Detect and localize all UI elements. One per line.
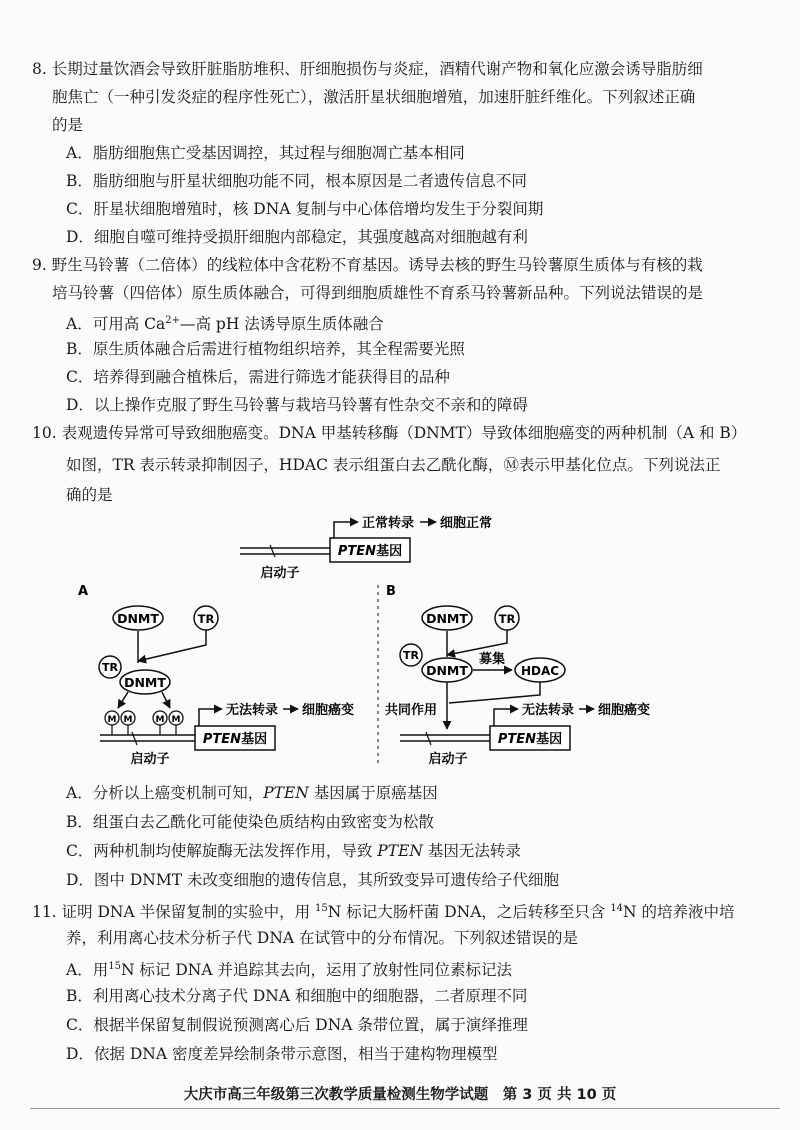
q10-option-b: B．组蛋白去乙酰化可能使染色质结构由致密变为松散	[66, 813, 434, 831]
panel-a-tr-bound: TR	[102, 661, 118, 674]
panel-b-gene-label: PTEN基因	[497, 732, 563, 747]
q10-option-c-text2: 基因无法转录	[422, 842, 521, 860]
panel-b-no-transcription: 无法转录	[522, 703, 575, 718]
dnmt-mechanism-diagram	[0, 505, 800, 775]
q10-option-c-gene: PTEN	[377, 842, 423, 860]
q11-option-d: D．依据 DNA 密度差异绘制条带示意图，相当于建构物理模型	[66, 1045, 498, 1063]
q11-option-a-text1: A．用	[66, 961, 109, 979]
q10-option-c-text1: C．两种机制均使解旋酶无法发挥作用，导致	[66, 842, 378, 860]
q9-option-a-sup: 2+	[165, 315, 180, 326]
panel-b-joint-action: 共同作用	[385, 703, 438, 718]
normal-transcription-label: 正常转录	[362, 516, 415, 531]
q8-option-b: B．脂肪细胞与肝星状细胞功能不同，根本原因是二者遗传信息不同	[66, 172, 527, 190]
q8-option-c: C．肝星状细胞增殖时，核 DNA 复制与中心体倍增均发生于分裂间期	[66, 200, 544, 218]
q9-stem-line1: 9. 野生马铃薯（二倍体）的线粒体中含花粉不育基因。诱导去核的野生马铃薯原生质体与有核的栽	[32, 256, 703, 274]
q10-option-a-text2: 基因属于原癌基因	[308, 784, 438, 802]
q11-stem-text1: 11. 证明 DNA 半保留复制的实验中，用	[32, 903, 316, 921]
panel-b-tr-top: TR	[498, 612, 516, 626]
q10-stem-line1: 10. 表观遗传异常可导致细胞癌变。DNA 甲基转移酶（DNMT）导致体细胞癌变的两种机制（A 和 B）	[32, 424, 747, 442]
q11-option-a	[66, 956, 512, 981]
q10-option-a	[66, 782, 438, 804]
panel-a-gene-label: PTEN基因	[202, 732, 268, 747]
q11-option-a-sup: 15	[108, 961, 121, 972]
normal-gene-group	[240, 515, 492, 581]
panel-b-hdac: HDAC	[520, 664, 560, 678]
panel-a	[78, 584, 354, 767]
q10-stem-line3: 确的是	[66, 486, 113, 504]
q11-stem-sup14: 14	[610, 903, 624, 914]
panel-a-dnmt-complex: DNMT	[124, 675, 166, 690]
q11-option-b: B．利用离心技术分离子代 DNA 和细胞中的细胞器，二者原理不同	[66, 987, 528, 1005]
methylation-site-2: M	[123, 715, 133, 725]
methylation-site-1: M	[107, 715, 117, 725]
normal-gene-label: PTEN基因	[337, 544, 403, 559]
q11-stem-sup15: 15	[315, 903, 328, 914]
normal-promoter-label: 启动子	[260, 566, 300, 581]
panel-b	[385, 584, 650, 767]
panel-b-label: B	[386, 584, 396, 599]
q9-option-d: D．以上操作克服了野生马铃薯与栽培马铃薯有性杂交不亲和的障碍	[66, 396, 528, 414]
q9-option-c: C．培养得到融合植株后，需进行筛选才能获得目的品种	[66, 368, 450, 386]
cell-normal-label: 细胞正常	[440, 516, 493, 531]
q10-option-c	[66, 840, 521, 862]
methylation-sites	[105, 711, 183, 735]
q9-option-a	[66, 310, 384, 335]
panel-b-dnmt-top: DNMT	[426, 611, 468, 626]
q9-option-a-text2: —高 pH 法诱导原生质体融合	[179, 315, 384, 333]
q8-option-a: A．脂肪细胞焦亡受基因调控，其过程与细胞凋亡基本相同	[66, 144, 465, 162]
q11-stem-text2: N 标记大肠杆菌 DNA，之后转移至只含	[327, 903, 611, 921]
q10-option-a-text1: A．分析以上癌变机制可知，	[66, 784, 264, 802]
panel-b-tr-bound: TR	[403, 649, 419, 662]
q11-option-a-text2: N 标记 DNA 并追踪其去向，运用了放射性同位素标记法	[120, 961, 512, 979]
q11-stem-text3: N 的培养液中培	[623, 903, 735, 921]
methylation-site-4: M	[171, 715, 181, 725]
panel-b-promoter: 启动子	[428, 752, 468, 767]
panel-a-promoter: 启动子	[130, 752, 170, 767]
panel-a-tr-top: TR	[197, 612, 215, 626]
q8-stem-line2: 胞焦亡（一种引发炎症的程序性死亡），激活肝星状细胞增殖，加速肝脏纤维化。下列叙述正确	[52, 88, 696, 106]
q9-option-b: B．原生质体融合后需进行植物组织培养，其全程需要光照	[66, 340, 465, 358]
q9-option-a-text1: A．可用高 Ca	[66, 315, 166, 333]
q10-option-a-gene: PTEN	[263, 784, 309, 802]
methylation-site-3: M	[155, 715, 165, 725]
panel-a-dnmt-top: DNMT	[117, 611, 159, 626]
q11-stem-line2: 养，利用离心技术分析子代 DNA 在试管中的分布情况。下列叙述错误的是	[66, 929, 579, 947]
panel-b-recruit-label: 募集	[478, 652, 506, 667]
q11-stem-line1	[32, 898, 735, 923]
panel-a-label: A	[78, 584, 89, 599]
q8-stem-line3: 的是	[52, 116, 84, 134]
q11-option-c: C．根据半保留复制假说预测离心后 DNA 条带位置，属于演绎推理	[66, 1016, 528, 1034]
q9-stem-line2: 培马铃薯（四倍体）原生质体融合，可得到细胞质雄性不育系马铃薯新品种。下列说法错误的是	[52, 284, 704, 302]
panel-a-no-transcription: 无法转录	[226, 703, 279, 718]
panel-b-dnmt-complex: DNMT	[426, 663, 468, 678]
panel-a-cell-cancer: 细胞癌变	[302, 703, 355, 718]
footer-rule	[30, 1108, 780, 1109]
panel-b-cell-cancer: 细胞癌变	[598, 703, 651, 718]
q8-option-d: D．细胞自噬可维持受损肝细胞内部稳定，其强度越高对细胞越有利	[66, 228, 528, 246]
page-footer: 大庆市高三年级第三次教学质量检测生物学试题 第 3 页 共 10 页	[183, 1087, 617, 1103]
q8-stem-line1: 8. 长期过量饮酒会导致肝脏脂肪堆积、肝细胞损伤与炎症，酒精代谢产物和氧化应激会诱导脂肪细	[32, 60, 703, 78]
q10-stem-line2: 如图，TR 表示转录抑制因子，HDAC 表示组蛋白去乙酰化酶，Ⓜ表示甲基化位点。下列说法正	[66, 456, 721, 474]
q10-option-d: D．图中 DNMT 未改变细胞的遗传信息，其所致变异可遗传给子代细胞	[66, 871, 559, 889]
